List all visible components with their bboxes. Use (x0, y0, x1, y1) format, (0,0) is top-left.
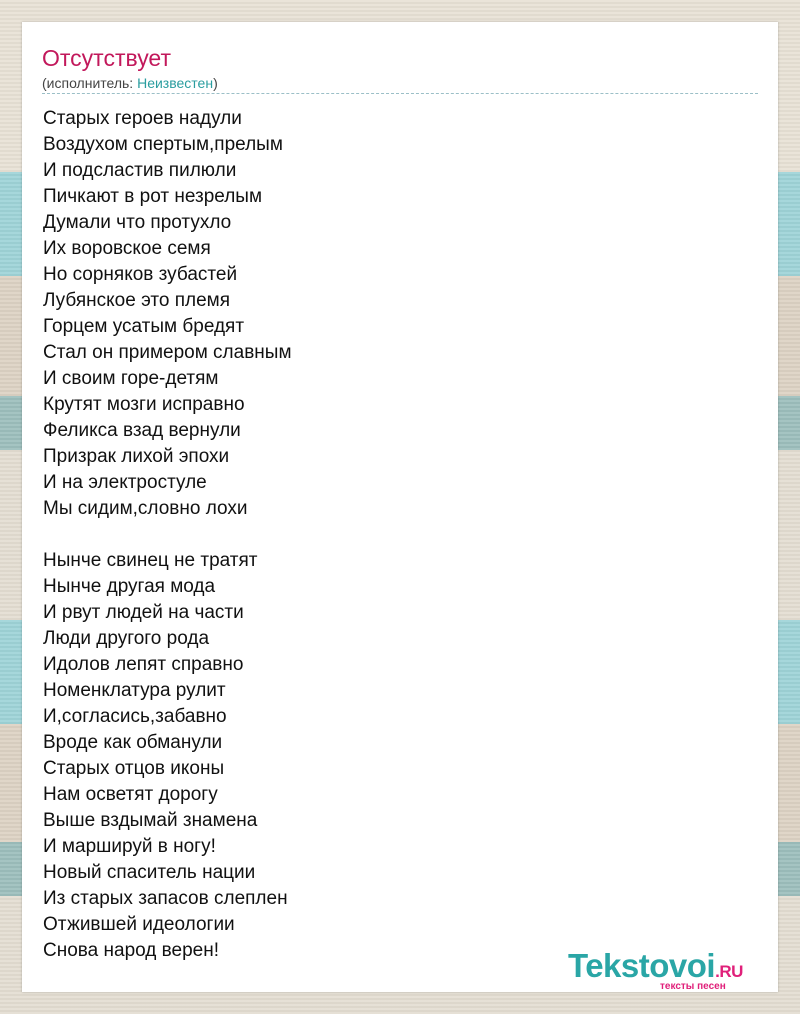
lyric-line: Номенклатура рулит (43, 680, 226, 701)
performer-line (42, 74, 218, 92)
lyric-line: Крутят мозги исправно (43, 394, 245, 415)
lyric-line: Феликса взад вернули (43, 420, 241, 441)
lyric-line: Горцем усатым бредят (43, 316, 245, 337)
lyric-line: Отжившей идеологии (43, 914, 235, 935)
lyrics-text (43, 106, 292, 964)
title-divider (42, 93, 758, 94)
lyric-line: Думали что протухло (43, 212, 232, 233)
lyric-line: Пичкают в рот незрелым (43, 186, 263, 207)
lyric-line: Люди другого рода (43, 628, 210, 649)
lyric-line: И,согласись,забавно (43, 706, 227, 727)
lyric-line: Призрак лихой эпохи (43, 446, 230, 467)
stanza-break (43, 522, 292, 548)
song-title: Отсутствует (42, 45, 171, 71)
lyric-line: Мы сидим,словно лохи (43, 498, 248, 519)
lyric-line: И своим горе-детям (43, 368, 219, 389)
logo-name: Tekstovoi (568, 947, 716, 984)
performer-link[interactable]: Неизвестен (137, 75, 214, 91)
lyric-line: Вроде как обманули (43, 732, 223, 753)
lyric-line: И подсластив пилюли (43, 160, 237, 181)
lyric-line: И рвут людей на части (43, 602, 244, 623)
lyric-line: Из старых запасов слеплен (43, 888, 288, 909)
lyric-line: Старых отцов иконы (43, 758, 225, 779)
lyric-line: Воздухом спертым,прелым (43, 134, 283, 155)
lyric-line: Снова народ верен! (43, 940, 220, 961)
site-logo[interactable] (568, 947, 778, 992)
lyric-line: Нам осветят дорогу (43, 784, 218, 805)
lyric-line: Стал он примером славным (43, 342, 292, 363)
logo-tagline: тексты песен (660, 981, 726, 992)
lyric-line: Лубянское это племя (43, 290, 230, 311)
lyric-line: Старых героев надули (43, 108, 242, 129)
lyric-line: Нынче другая мода (43, 576, 216, 597)
lyric-line: И на электростуле (43, 472, 207, 493)
logo-tld: .RU (715, 962, 743, 981)
lyric-line: Но сорняков зубастей (43, 264, 238, 285)
lyric-line: И маршируй в ногу! (43, 836, 216, 857)
lyric-line: Нынче свинец не тратят (43, 550, 258, 571)
performer-suffix: ) (213, 75, 218, 91)
lyric-line: Их воровское семя (43, 238, 211, 259)
lyric-line: Выше вздымай знамена (43, 810, 258, 831)
performer-prefix: (исполнитель: (42, 75, 138, 91)
lyric-line: Новый спаситель нации (43, 862, 256, 883)
lyrics-card (22, 22, 778, 992)
lyric-line: Идолов лепят справно (43, 654, 244, 675)
